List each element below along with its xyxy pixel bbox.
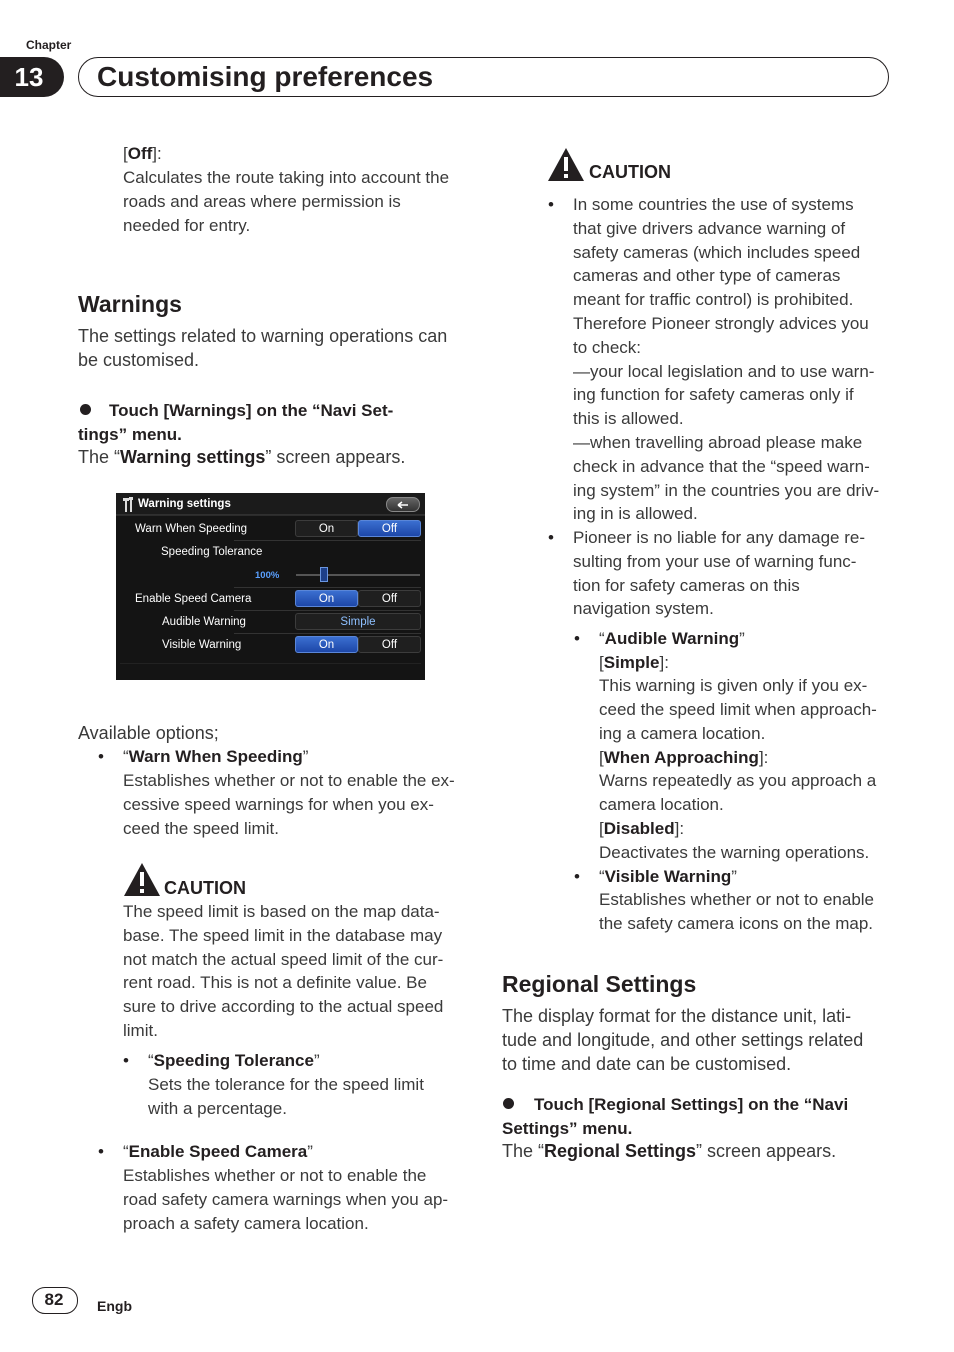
speeding-tolerance-item: • “Speeding Tolerance” [148,1049,320,1073]
step-bullet [503,1098,514,1109]
off-option-desc: Calculates the route taking into account the roads and areas where permission is needed for entry. [123,168,450,235]
warning-settings-screenshot [116,493,425,680]
regional-screen-appears: The “Regional Settings” screen appears. [502,1141,837,1161]
row-audible-warning: Audible Warning [162,616,246,628]
warnings-intro: The settings related to warning operations can be customised. [78,326,448,370]
row-separator [234,633,421,634]
visible-warning-on-button[interactable]: On [295,636,358,653]
row-visible-warning: Visible Warning [162,639,242,651]
regional-settings-heading: Regional Settings [502,971,697,997]
regional-step-line1: Touch [Regional Settings] on the “Navi [534,1095,849,1114]
warnings-heading: Warnings [78,291,182,317]
enable-speed-camera-desc: Establishes whether or not to enable the road safety camera warnings when you ap- proach a safety camera location. [123,1166,449,1233]
row-separator [234,610,421,611]
disabled-option-label: [Disabled]: [599,819,685,838]
step-line2: tings” menu. [78,425,182,444]
back-button[interactable] [386,497,420,512]
speed-camera-off-button[interactable]: Off [358,590,421,607]
available-options: Available options; [78,723,219,743]
back-arrow-icon [387,498,419,511]
caution-warning-icon [123,862,161,897]
warn-speeding-on-button[interactable]: On [295,520,358,537]
simple-option-desc: This warning is given only if you ex- ceed the speed limit when approach- ing a camera location. [599,676,877,743]
approaching-option-label: [When Approaching]: [599,748,769,767]
language-code: Engb [97,1298,132,1314]
regional-step-line2: Settings” menu. [502,1119,633,1138]
row-separator [234,540,421,541]
chapter-label: Chapter [26,38,72,52]
page-number: 82 [44,1290,64,1309]
step-line1: Touch [Warnings] on the “Navi Set- [109,401,394,420]
tolerance-value: 100% [255,570,280,581]
visible-warning-item: • “Visible Warning” [599,865,737,889]
audible-warning-item: • “Audible Warning” [599,627,745,651]
chapter-number: 13 [14,62,44,92]
warn-speeding-off-button[interactable]: Off [358,520,421,537]
caution-warning-icon [547,147,585,182]
screenshot-title: Warning settings [138,498,231,510]
audible-warning-select[interactable]: Simple [295,613,421,630]
step-bullet [80,404,91,415]
disabled-option-desc: Deactivates the warning operations. [599,843,870,862]
caution-text-left: The speed limit is based on the map data- base. The speed limit in the database may not match the actual speed limit of the cur- rent road. This is not a definite value. Be sure to drive according to the actual speed limit. [123,902,444,1040]
caution-bullet-1: • In some countries the use of systems that give drivers advance warning of safety cameras (which includes speed cameras and other type of cameras meant for traffic control) is prohibited. Therefore Pioneer strongly advices you to check: —your local legislation and to use warn- ing function for safety cameras only if this is allowed. —when travelling abroad please make check in advance that the “speed warn- ing system” in the countries you are driv- ing in is allowed. [573,193,879,526]
page-title: Customising preferences [97,61,434,92]
warn-when-speeding-desc: Establishes whether or not to enable the ex- cessive speed warnings for when you ex- ceed the speed limit. [123,771,455,838]
speed-camera-on-button[interactable]: On [295,590,358,607]
caution-heading-right: CAUTION [589,162,671,182]
speeding-tolerance-desc: Sets the tolerance for the speed limit with a percentage. [148,1075,424,1118]
visible-warning-desc: Establishes whether or not to enable the safety camera icons on the map. [599,890,875,933]
caution-heading-left: CAUTION [164,878,246,898]
row-speeding-tolerance: Speeding Tolerance [161,546,263,558]
warn-when-speeding-item: • “Warn When Speeding” [123,745,308,769]
tolerance-slider-thumb[interactable] [320,567,328,582]
enable-speed-camera-item: • “Enable Speed Camera” [123,1140,313,1164]
screen-appears-text: The “Warning settings” screen appears. [78,447,406,467]
tools-icon [123,497,135,512]
row-enable-speed-camera: Enable Speed Camera [135,593,252,605]
row-separator [234,587,421,588]
row-warn-when-speeding: Warn When Speeding [135,523,248,535]
tolerance-slider-track[interactable] [296,574,420,576]
caution-bullet-2: • Pioneer is no liable for any damage re- sulting from your use of warning func- tion for safety cameras on this navigation system. [573,526,865,621]
approaching-option-desc: Warns repeatedly as you approach a camera location. [599,771,877,814]
regional-settings-intro: The display format for the distance unit, lati- tude and longitude, and other settings related to time and date can be customised. [502,1006,864,1074]
visible-warning-off-button[interactable]: Off [358,636,421,653]
simple-option-label: [Simple]: [599,653,669,672]
off-option-label: [Off]: [123,144,162,163]
